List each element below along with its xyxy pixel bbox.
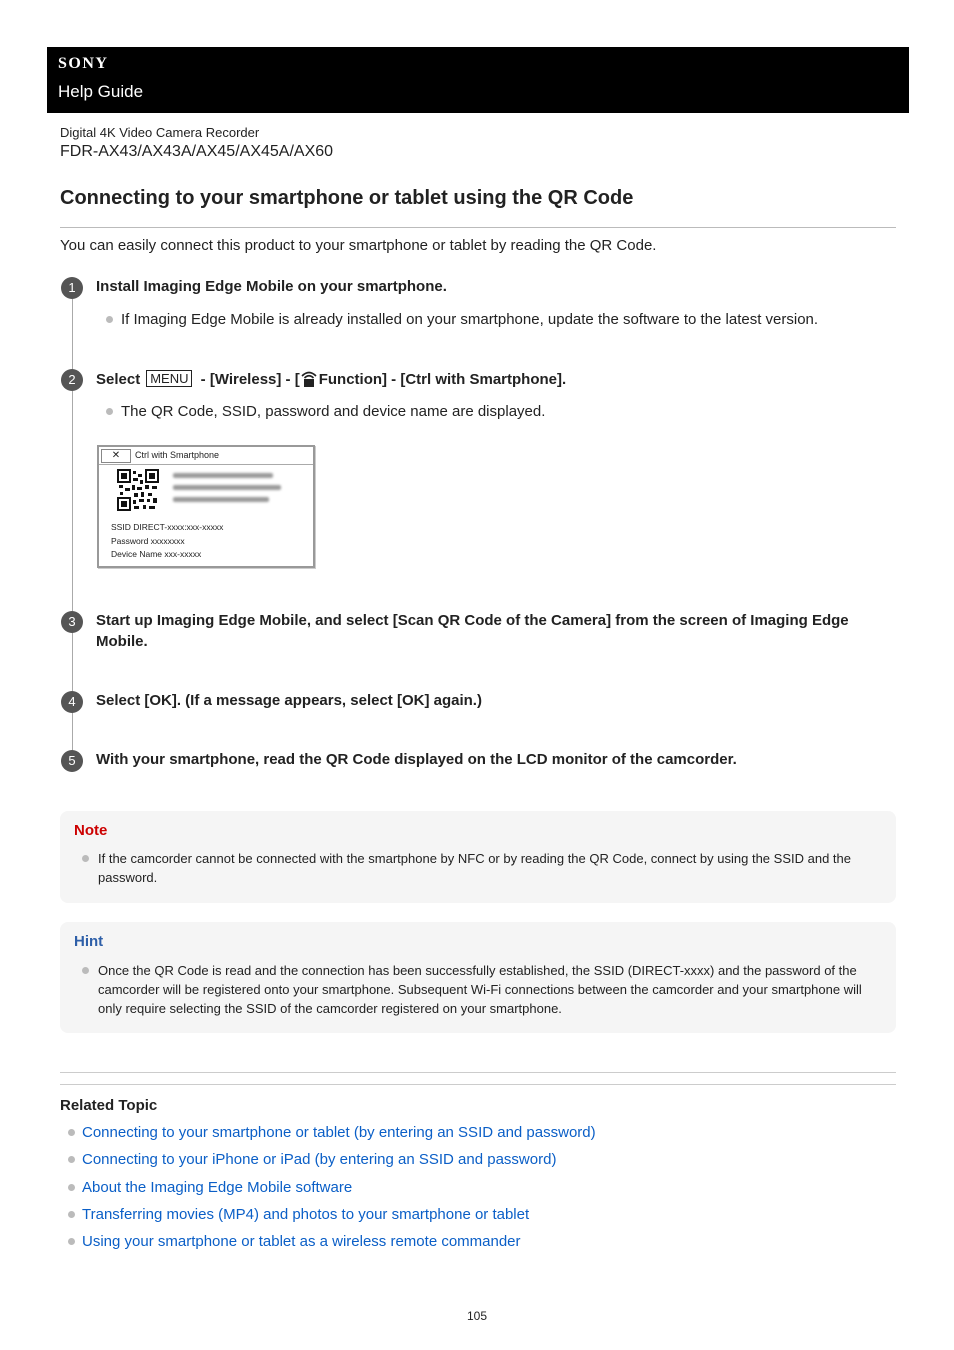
step-2-bullet (106, 403, 545, 420)
screen-title-bar (99, 447, 313, 465)
step-2-end: Function] - [Ctrl with Smartphone]. (318, 371, 567, 388)
step-2-text (96, 368, 566, 394)
hint-item (82, 961, 872, 1018)
step-3-text-line2: Mobile. (96, 633, 148, 650)
step-1-number: 1 (61, 277, 83, 299)
bullet-dot-icon (82, 967, 89, 974)
step-5-text: With your smartphone, read the QR Code displayed on the LCD monitor of the camcorder. (96, 751, 737, 768)
related-link-imaging-edge[interactable] (68, 1179, 352, 1196)
step-4-number: 4 (61, 691, 83, 713)
note-box (60, 811, 896, 903)
close-icon: ✕ (101, 449, 131, 463)
related-link-ssid-password[interactable] (68, 1124, 596, 1141)
related-link-text: Using your smartphone or tablet as a wireless remote commander (82, 1233, 521, 1250)
screen-password: Password xxxxxxxx (111, 536, 185, 546)
hint-label: Hint (74, 933, 104, 950)
steps-timeline (72, 288, 73, 756)
step-1-bullet-text: If Imaging Edge Mobile is already installed on your smartphone, update the software to the latest version. (121, 311, 819, 328)
qr-code-icon (117, 469, 159, 511)
section-divider (60, 1072, 896, 1073)
title-divider (60, 227, 896, 228)
section-divider (60, 1084, 896, 1085)
step-4-text: Select [OK]. (If a message appears, select [OK] again.) (96, 692, 482, 709)
sony-logo: SONY (58, 55, 109, 72)
bullet-dot-icon (68, 1238, 75, 1245)
related-link-iphone-ipad[interactable] (68, 1151, 556, 1168)
header-bar (47, 47, 909, 113)
related-link-text: Connecting to your smartphone or tablet (by entering an SSID and password) (82, 1124, 596, 1141)
step-3-text (96, 610, 849, 652)
page-title: Connecting to your smartphone or tablet using the QR Code (60, 187, 634, 209)
blurred-text-line (173, 485, 281, 490)
hint-text: Once the QR Code is read and the connection has been successfully established, the SSID (DIRECT-xxxx) and the password of the camcorder will be registered onto your smartphone. Subsequent Wi-Fi connections between the camcorder and your smartphone will only require selecting the SSID of the camcorder registered on your smartphone. (98, 963, 862, 1016)
bullet-dot-icon (106, 408, 113, 415)
related-link-text: Transferring movies (MP4) and photos to your smartphone or tablet (82, 1206, 530, 1223)
step-2-bullet-text: The QR Code, SSID, password and device name are displayed. (121, 403, 546, 420)
product-models: FDR-AX43/AX43A/AX45/AX45A/AX60 (60, 143, 334, 160)
bullet-dot-icon (68, 1184, 75, 1191)
page-number: 105 (466, 1309, 488, 1323)
wireless-function-icon (300, 368, 318, 394)
related-link-text: Connecting to your iPhone or iPad (by entering an SSID and password) (82, 1151, 557, 1168)
bullet-dot-icon (68, 1156, 75, 1163)
related-link-transferring[interactable] (68, 1206, 529, 1223)
step-1-text: Install Imaging Edge Mobile on your smartphone. (96, 278, 447, 295)
blurred-text-line (173, 473, 273, 478)
related-link-remote-commander[interactable] (68, 1233, 521, 1250)
note-text: If the camcorder cannot be connected with the smartphone by NFC or by reading the QR Code, connect by using the SSID and the password. (98, 851, 851, 885)
step-2-select: Select (96, 371, 141, 388)
bullet-dot-icon (82, 855, 89, 862)
step-5-number: 5 (61, 750, 83, 772)
intro-text: You can easily connect this product to your smartphone or tablet by reading the QR Code. (60, 237, 657, 254)
product-category: Digital 4K Video Camera Recorder (60, 125, 260, 140)
screen-ssid: SSID DIRECT-xxxx:xxx-xxxxx (111, 522, 224, 532)
screen-device-name: Device Name xxx-xxxxx (111, 549, 202, 559)
bullet-dot-icon (68, 1129, 75, 1136)
blurred-text-line (173, 497, 269, 502)
step-3-text-line1: Start up Imaging Edge Mobile, and select [Scan QR Code of the Camera] from the screen of Imaging Edge (96, 612, 849, 629)
note-item (82, 849, 872, 887)
related-topic-title: Related Topic (60, 1097, 158, 1114)
menu-key-icon: MENU (146, 370, 192, 387)
related-link-text: About the Imaging Edge Mobile software (82, 1179, 353, 1196)
step-2-mid: - [Wireless] - [ (200, 371, 300, 388)
screen-title: Ctrl with Smartphone (135, 450, 220, 460)
help-guide-label: Help Guide (58, 82, 144, 101)
hint-box (60, 922, 896, 1033)
bullet-dot-icon (106, 316, 113, 323)
step-2-number: 2 (61, 369, 83, 391)
bullet-dot-icon (68, 1211, 75, 1218)
note-label: Note (74, 822, 108, 839)
step-1-bullet (106, 311, 818, 328)
step-3-number: 3 (61, 611, 83, 633)
ctrl-with-smartphone-screen-image (97, 445, 315, 568)
